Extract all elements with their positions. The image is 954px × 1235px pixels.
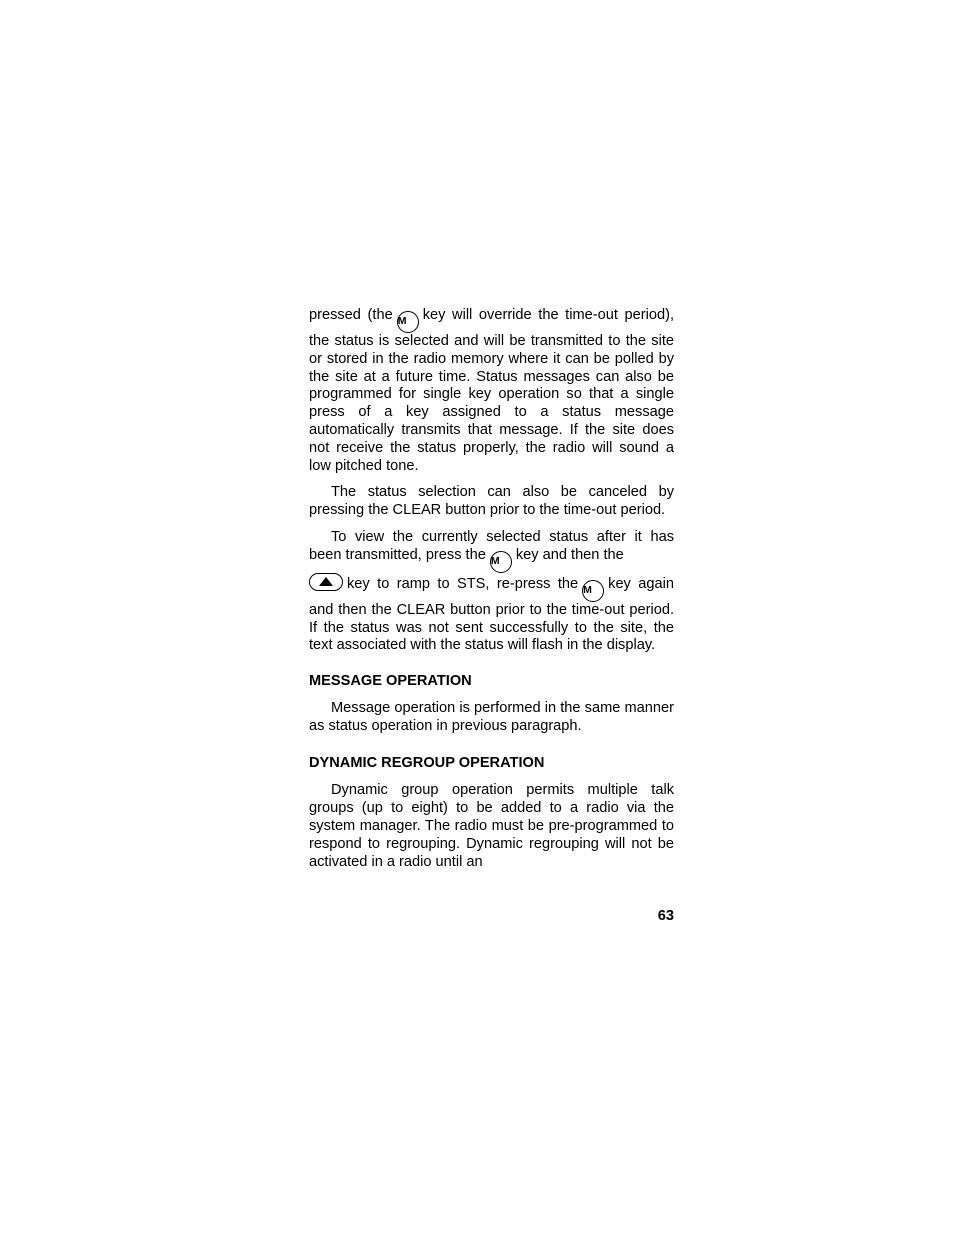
paragraph-text: pressed (the [309, 307, 393, 323]
paragraph-text: key to ramp to STS, re-press the [347, 575, 579, 592]
paragraph-text: key again and then the CLEAR button prior to the time-out period. If the status was not sent successfully to the site, the text associated with the status will flash in the display. [309, 575, 674, 654]
page-number: 63 [657, 908, 674, 924]
m-key-icon: M [582, 580, 604, 602]
paragraph-text: key will override the time-out period), the status is selected and will be transmitted to the site or stored in the radio memory where it can be polled by the site at a future time. Status messages can also be programmed for single key operation so that a single press of a key assigned to a status message automatically transmits that message. If the site does not receive the status properly, the radio will sound a low pitched tone. [309, 307, 675, 474]
paragraph-view-status [309, 529, 674, 655]
m-key-icon: M [397, 311, 419, 333]
up-triangle-icon [319, 577, 333, 586]
paragraph-text: To view the currently selected status after it has been transmitted, press the [309, 528, 674, 563]
paragraph-cancel-status: The status selection can also be canceled by pressing the CLEAR button prior to the time-out period. [309, 484, 674, 519]
up-arrow-key-icon [309, 573, 343, 591]
paragraph-message-operation: Message operation is performed in the same manner as status operation in previous paragraph. [309, 699, 674, 734]
heading-message-operation: MESSAGE OPERATION [309, 673, 472, 690]
heading-dynamic-regroup: DYNAMIC REGROUP OPERATION [309, 754, 545, 771]
page-body [309, 307, 674, 871]
paragraph-dynamic-regroup: Dynamic group operation permits multiple talk groups (up to eight) to be added to a radio via the system manager. The radio must be pre-programmed to respond to regrouping. Dynamic regrouping will not be activated in a radio until an [309, 782, 674, 870]
m-key-icon: M [490, 551, 512, 573]
paragraph-status-selected [309, 307, 674, 475]
paragraph-text: key and then the [515, 546, 624, 563]
